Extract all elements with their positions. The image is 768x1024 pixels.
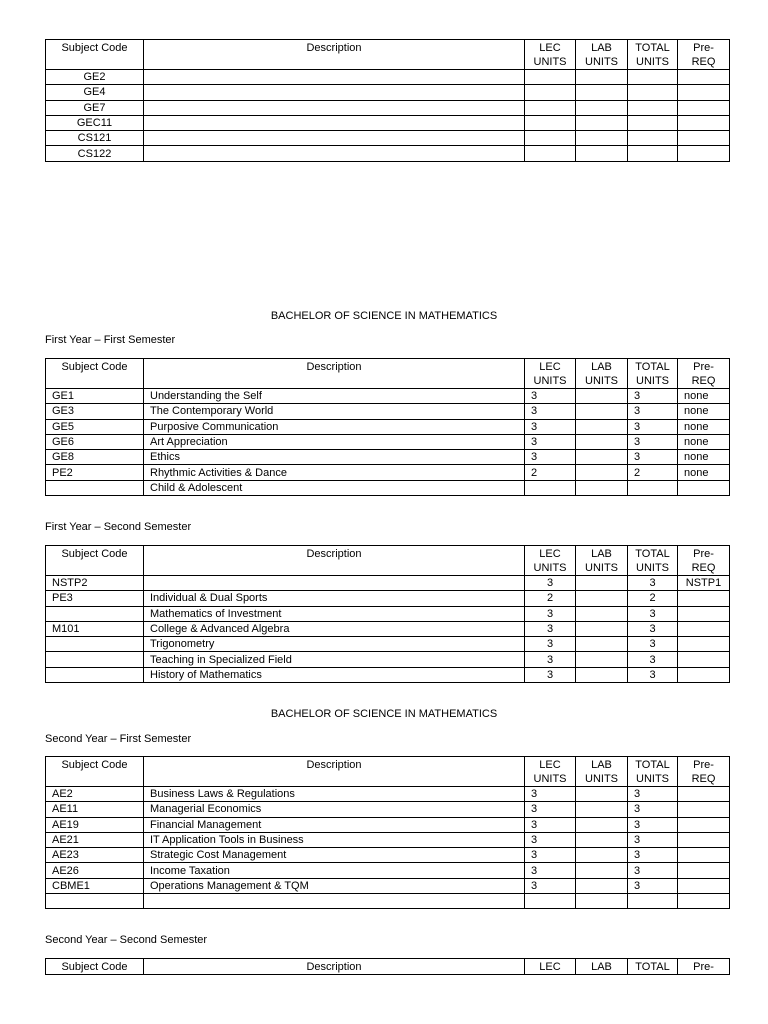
cell-prereq — [678, 100, 730, 115]
cell-subject-code — [46, 637, 144, 652]
cell-description: The Contemporary World — [144, 404, 525, 419]
cell-subject-code: GEC11 — [46, 115, 144, 130]
header-total-line: TOTAL — [635, 42, 670, 54]
program-title-1: BACHELOR OF SCIENCE IN MATHEMATICS — [270, 310, 498, 322]
cell-total-units: 3 — [628, 576, 678, 591]
header-lec — [525, 757, 576, 787]
header-total-line: UNITS — [636, 773, 669, 785]
table-row — [46, 85, 730, 100]
cell-subject-code — [46, 652, 144, 667]
table-row — [46, 115, 730, 130]
cell-lab-units — [576, 450, 628, 465]
header-total-line: TOTAL — [635, 361, 670, 373]
cell-lab-units — [576, 419, 628, 434]
cell-description: History of Mathematics — [144, 667, 525, 682]
cell-lab-units — [576, 146, 628, 161]
table3-block — [45, 756, 729, 909]
header-total — [628, 757, 678, 787]
header-lec — [525, 40, 576, 70]
cell-subject-code: GE4 — [46, 85, 144, 100]
cell-subject-code: AE11 — [46, 802, 144, 817]
cell-subject-code: AE21 — [46, 832, 144, 847]
header-total-line: UNITS — [636, 375, 669, 387]
table3-body — [46, 787, 730, 909]
semester-heading-4: Second Year – Second Semester — [45, 934, 208, 946]
cell-total-units: 3 — [628, 817, 678, 832]
table-row — [46, 667, 730, 682]
cell-description: Financial Management — [144, 817, 525, 832]
header-lab — [576, 757, 628, 787]
header-lab-line: LAB — [591, 548, 612, 560]
cell-lec-units: 3 — [525, 450, 576, 465]
header-total — [628, 40, 678, 70]
cell-prereq — [678, 802, 730, 817]
table-row — [46, 465, 730, 480]
cell-prereq — [678, 787, 730, 802]
cell-lec-units: 3 — [525, 832, 576, 847]
header-prereq-line: REQ — [691, 773, 716, 785]
table-row — [46, 146, 730, 161]
cell-total-units: 3 — [628, 832, 678, 847]
table-row — [46, 878, 730, 893]
cell-description — [144, 894, 525, 909]
cell-total-units — [628, 70, 678, 85]
header-subject-code: Subject Code — [46, 359, 144, 389]
header-lab — [576, 359, 628, 389]
cell-lab-units — [576, 652, 628, 667]
cell-prereq — [678, 817, 730, 832]
header-prereq-line: Pre- — [693, 759, 714, 771]
cell-lab-units — [576, 863, 628, 878]
cell-total-units: 3 — [628, 878, 678, 893]
cell-total-units — [628, 100, 678, 115]
cell-prereq: none — [678, 419, 730, 434]
header-lec — [525, 359, 576, 389]
header-lab-line: UNITS — [585, 562, 618, 574]
cell-description: Individual & Dual Sports — [144, 591, 525, 606]
table-row — [46, 131, 730, 146]
cell-description: Mathematics of Investment — [144, 606, 525, 621]
table3-header — [46, 757, 730, 787]
table3 — [45, 756, 730, 909]
cell-prereq: none — [678, 404, 730, 419]
cell-lab-units — [576, 465, 628, 480]
table4-block — [45, 958, 729, 975]
header-prereq: Pre- — [678, 959, 730, 975]
table0-body — [46, 70, 730, 162]
header-lab-line: LAB — [591, 759, 612, 771]
header-lab — [576, 546, 628, 576]
table-row — [46, 70, 730, 85]
cell-prereq — [678, 131, 730, 146]
table3-header-row — [46, 757, 730, 787]
header-lec — [525, 546, 576, 576]
cell-total-units: 2 — [628, 465, 678, 480]
cell-prereq — [678, 894, 730, 909]
cell-lec-units — [525, 100, 576, 115]
cell-lec-units: 3 — [525, 576, 576, 591]
header-lab-line: LAB — [591, 42, 612, 54]
cell-description: Child & Adolescent — [144, 480, 525, 495]
cell-total-units — [628, 480, 678, 495]
cell-lab-units — [576, 787, 628, 802]
header-subject-code: Subject Code — [46, 959, 144, 975]
table2 — [45, 545, 730, 683]
cell-description: Ethics — [144, 450, 525, 465]
cell-description: Purposive Communication — [144, 419, 525, 434]
header-prereq-line: REQ — [691, 375, 716, 387]
cell-lec-units: 3 — [525, 637, 576, 652]
cell-total-units — [628, 894, 678, 909]
table-row — [46, 652, 730, 667]
table-row — [46, 848, 730, 863]
table0 — [45, 39, 730, 162]
cell-prereq — [678, 667, 730, 682]
cell-subject-code: AE26 — [46, 863, 144, 878]
header-prereq-line: Pre- — [693, 42, 714, 54]
cell-prereq: none — [678, 450, 730, 465]
table-row — [46, 100, 730, 115]
cell-lab-units — [576, 480, 628, 495]
table1 — [45, 358, 730, 496]
table2-block — [45, 545, 729, 683]
header-prereq-line: Pre- — [693, 548, 714, 560]
cell-lec-units: 3 — [525, 606, 576, 621]
cell-lab-units — [576, 434, 628, 449]
table0-header-row — [46, 40, 730, 70]
cell-subject-code: GE7 — [46, 100, 144, 115]
cell-lec-units: 3 — [525, 848, 576, 863]
cell-lab-units — [576, 817, 628, 832]
header-lec-line: LEC — [539, 759, 561, 771]
cell-description: Operations Management & TQM — [144, 878, 525, 893]
header-subject-code: Subject Code — [46, 40, 144, 70]
cell-description: Trigonometry — [144, 637, 525, 652]
cell-lec-units — [525, 115, 576, 130]
cell-prereq — [678, 878, 730, 893]
table-row — [46, 591, 730, 606]
cell-lab-units — [576, 85, 628, 100]
cell-subject-code: CS121 — [46, 131, 144, 146]
cell-lec-units: 3 — [525, 667, 576, 682]
cell-lec-units — [525, 131, 576, 146]
cell-subject-code: GE6 — [46, 434, 144, 449]
cell-subject-code — [46, 667, 144, 682]
cell-subject-code: GE2 — [46, 70, 144, 85]
cell-lec-units — [525, 70, 576, 85]
cell-subject-code: NSTP2 — [46, 576, 144, 591]
cell-prereq — [678, 480, 730, 495]
cell-lec-units: 3 — [525, 652, 576, 667]
cell-total-units — [628, 131, 678, 146]
header-prereq-line: REQ — [691, 562, 716, 574]
cell-prereq — [678, 652, 730, 667]
table1-header — [46, 359, 730, 389]
header-prereq-line: REQ — [691, 56, 716, 68]
cell-prereq — [678, 832, 730, 847]
header-prereq — [678, 359, 730, 389]
cell-total-units: 3 — [628, 606, 678, 621]
cell-lab-units — [576, 100, 628, 115]
cell-lab-units — [576, 389, 628, 404]
header-subject-code: Subject Code — [46, 757, 144, 787]
cell-lec-units: 3 — [525, 621, 576, 636]
cell-lab-units — [576, 131, 628, 146]
cell-total-units: 3 — [628, 848, 678, 863]
cell-description — [144, 70, 525, 85]
header-lec-line: UNITS — [533, 773, 567, 785]
cell-prereq — [678, 637, 730, 652]
table2-header — [46, 546, 730, 576]
table-row — [46, 450, 730, 465]
cell-total-units — [628, 85, 678, 100]
cell-description — [144, 576, 525, 591]
cell-subject-code: M101 — [46, 621, 144, 636]
table1-block — [45, 358, 729, 496]
cell-subject-code — [46, 894, 144, 909]
cell-subject-code: CS122 — [46, 146, 144, 161]
header-lec-line: UNITS — [533, 375, 567, 387]
cell-subject-code: GE5 — [46, 419, 144, 434]
cell-lec-units: 3 — [525, 863, 576, 878]
header-total-line: UNITS — [636, 56, 669, 68]
table-row — [46, 480, 730, 495]
header-prereq — [678, 757, 730, 787]
cell-prereq: NSTP1 — [678, 576, 730, 591]
header-lec-line: UNITS — [533, 56, 567, 68]
cell-total-units: 3 — [628, 863, 678, 878]
cell-subject-code: PE3 — [46, 591, 144, 606]
header-prereq-line: Pre- — [693, 361, 714, 373]
cell-total-units: 3 — [628, 621, 678, 636]
cell-prereq — [678, 621, 730, 636]
cell-description — [144, 100, 525, 115]
table-row — [46, 419, 730, 434]
cell-total-units: 2 — [628, 591, 678, 606]
cell-prereq: none — [678, 465, 730, 480]
cell-description: IT Application Tools in Business — [144, 832, 525, 847]
table2-body — [46, 576, 730, 683]
cell-total-units: 3 — [628, 667, 678, 682]
table-row — [46, 832, 730, 847]
cell-lec-units — [525, 894, 576, 909]
cell-description — [144, 131, 525, 146]
cell-prereq — [678, 591, 730, 606]
cell-description: Managerial Economics — [144, 802, 525, 817]
header-total-line: UNITS — [636, 562, 669, 574]
cell-lec-units — [525, 146, 576, 161]
cell-subject-code: AE23 — [46, 848, 144, 863]
header-prereq — [678, 40, 730, 70]
cell-subject-code: AE2 — [46, 787, 144, 802]
header-lab-line: UNITS — [585, 375, 618, 387]
cell-prereq — [678, 146, 730, 161]
cell-subject-code: PE2 — [46, 465, 144, 480]
table-row — [46, 606, 730, 621]
cell-subject-code: GE3 — [46, 404, 144, 419]
cell-description: Teaching in Specialized Field — [144, 652, 525, 667]
cell-total-units: 3 — [628, 434, 678, 449]
table0-header — [46, 40, 730, 70]
cell-lab-units — [576, 606, 628, 621]
cell-prereq — [678, 606, 730, 621]
cell-lab-units — [576, 667, 628, 682]
cell-description: Business Laws & Regulations — [144, 787, 525, 802]
cell-total-units: 3 — [628, 637, 678, 652]
cell-lab-units — [576, 848, 628, 863]
cell-prereq — [678, 70, 730, 85]
header-prereq — [678, 546, 730, 576]
cell-lab-units — [576, 70, 628, 85]
header-total — [628, 546, 678, 576]
header-lab-line: UNITS — [585, 773, 618, 785]
cell-subject-code: GE8 — [46, 450, 144, 465]
cell-description — [144, 85, 525, 100]
cell-prereq: none — [678, 434, 730, 449]
cell-total-units — [628, 115, 678, 130]
header-lec: LEC — [525, 959, 576, 975]
cell-total-units: 3 — [628, 787, 678, 802]
cell-description: Art Appreciation — [144, 434, 525, 449]
cell-lec-units — [525, 85, 576, 100]
cell-description: Rhythmic Activities & Dance — [144, 465, 525, 480]
table0-block — [45, 39, 729, 162]
cell-lab-units — [576, 576, 628, 591]
cell-prereq — [678, 115, 730, 130]
cell-lec-units: 3 — [525, 434, 576, 449]
header-total: TOTAL — [628, 959, 678, 975]
header-lab-line: LAB — [591, 361, 612, 373]
cell-lec-units: 3 — [525, 817, 576, 832]
cell-total-units — [628, 146, 678, 161]
table-row — [46, 576, 730, 591]
cell-lab-units — [576, 878, 628, 893]
table-row — [46, 817, 730, 832]
cell-total-units: 3 — [628, 652, 678, 667]
header-lec-line: UNITS — [533, 562, 567, 574]
header-lec-line: LEC — [539, 42, 561, 54]
cell-subject-code: GE1 — [46, 389, 144, 404]
cell-lab-units — [576, 832, 628, 847]
cell-lec-units: 2 — [525, 591, 576, 606]
header-description: Description — [144, 959, 525, 975]
cell-lab-units — [576, 621, 628, 636]
cell-lab-units — [576, 115, 628, 130]
header-total-line: TOTAL — [635, 548, 670, 560]
cell-lec-units: 3 — [525, 802, 576, 817]
cell-lec-units: 3 — [525, 878, 576, 893]
table-row — [46, 787, 730, 802]
table-row — [46, 637, 730, 652]
cell-prereq — [678, 848, 730, 863]
header-description: Description — [144, 757, 525, 787]
header-subject-code: Subject Code — [46, 546, 144, 576]
cell-description: Strategic Cost Management — [144, 848, 525, 863]
table-row — [46, 404, 730, 419]
cell-subject-code: CBME1 — [46, 878, 144, 893]
cell-lab-units — [576, 894, 628, 909]
semester-heading-3: Second Year – First Semester — [45, 733, 192, 745]
cell-prereq — [678, 85, 730, 100]
header-lab — [576, 40, 628, 70]
table4 — [45, 958, 730, 975]
semester-heading-2: First Year – Second Semester — [45, 521, 192, 533]
header-lec-line: LEC — [539, 548, 561, 560]
table-row — [46, 621, 730, 636]
cell-lab-units — [576, 404, 628, 419]
cell-subject-code: AE19 — [46, 817, 144, 832]
table4-header-row — [46, 959, 730, 975]
header-lab: LAB — [576, 959, 628, 975]
cell-lec-units: 3 — [525, 404, 576, 419]
cell-total-units: 3 — [628, 389, 678, 404]
cell-total-units: 3 — [628, 802, 678, 817]
header-lec-line: LEC — [539, 361, 561, 373]
table-row — [46, 863, 730, 878]
cell-lec-units: 3 — [525, 389, 576, 404]
cell-lec-units — [525, 480, 576, 495]
header-lab-line: UNITS — [585, 56, 618, 68]
table1-body — [46, 389, 730, 496]
cell-description: College & Advanced Algebra — [144, 621, 525, 636]
cell-total-units: 3 — [628, 419, 678, 434]
cell-prereq: none — [678, 389, 730, 404]
cell-total-units: 3 — [628, 404, 678, 419]
cell-description: Income Taxation — [144, 863, 525, 878]
cell-description — [144, 115, 525, 130]
cell-prereq — [678, 863, 730, 878]
cell-subject-code — [46, 606, 144, 621]
table-row — [46, 389, 730, 404]
cell-subject-code — [46, 480, 144, 495]
cell-lab-units — [576, 802, 628, 817]
table2-header-row — [46, 546, 730, 576]
cell-lab-units — [576, 637, 628, 652]
cell-description: Understanding the Self — [144, 389, 525, 404]
cell-total-units: 3 — [628, 450, 678, 465]
cell-lec-units: 3 — [525, 419, 576, 434]
semester-heading-1: First Year – First Semester — [45, 334, 176, 346]
cell-lec-units: 2 — [525, 465, 576, 480]
header-description: Description — [144, 546, 525, 576]
program-title-2: BACHELOR OF SCIENCE IN MATHEMATICS — [270, 708, 498, 720]
header-total — [628, 359, 678, 389]
table1-header-row — [46, 359, 730, 389]
table-row — [46, 434, 730, 449]
header-total-line: TOTAL — [635, 759, 670, 771]
cell-lec-units: 3 — [525, 787, 576, 802]
header-description: Description — [144, 359, 525, 389]
cell-lab-units — [576, 591, 628, 606]
cell-description — [144, 146, 525, 161]
header-description: Description — [144, 40, 525, 70]
table-row — [46, 802, 730, 817]
table-row — [46, 894, 730, 909]
